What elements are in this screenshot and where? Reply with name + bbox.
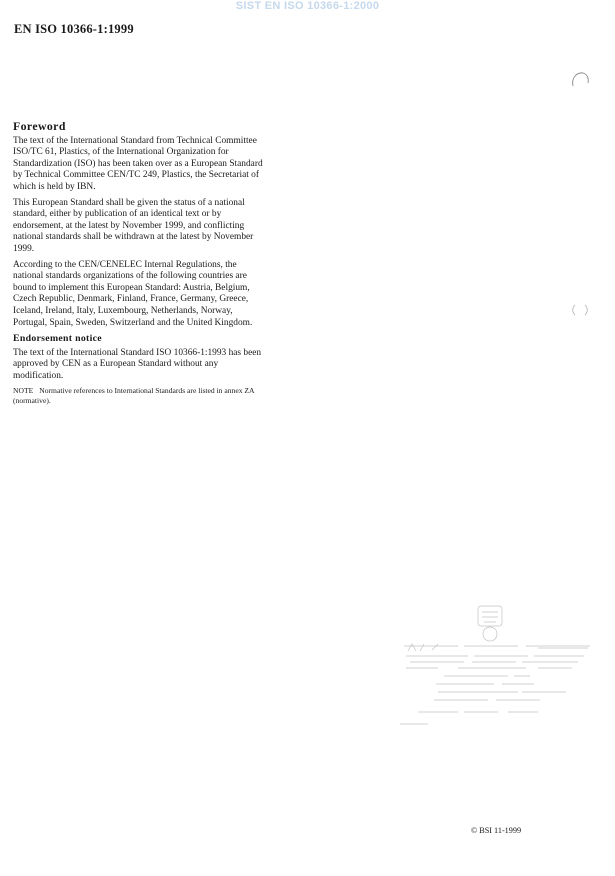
foreword-column bbox=[13, 121, 265, 405]
endorsement-paragraph: The text of the International Standard ISO 10366-1:1993 has been approved by CEN as a European Standard without any modification. bbox=[13, 347, 262, 381]
document-id: EN ISO 10366-1:1999 bbox=[14, 22, 134, 36]
corner-scan-mark bbox=[570, 70, 590, 90]
watermark-text: SIST EN ISO 10366-1:2000 bbox=[235, 0, 380, 12]
foreword-paragraph-1: The text of the International Standard from Technical Committee ISO/TC 61, Plastics, of the International Organization for Standardization (ISO) has been taken over as a European Standard by Technical Committee CEN/TC 249, Plastics, the Secretariat of which is held by IBN. bbox=[13, 135, 263, 192]
margin-scan-mark bbox=[570, 303, 590, 317]
faded-stamp-image bbox=[398, 604, 598, 744]
foreword-paragraph-3: According to the CEN/CENELEC Internal Regulations, the national standards organizations of the following countries are bound to implement this European Standard: Austria, Belgium, Czech Republic, Denmark, Finland, France, Germany, Greece, Iceland, Ireland, Italy, Luxembourg, Netherlands, Norway, Portugal, Spain, Sweden, Switzerland and the United Kingdom. bbox=[13, 259, 253, 328]
note-label: NOTE bbox=[13, 386, 34, 396]
foreword-heading: Foreword bbox=[13, 119, 66, 133]
foreword-paragraph-2: This European Standard shall be given the status of a national standard, either by publication of an identical text or by endorsement, at the latest by November 1999, and conflicting national standards shall be withdrawn at the latest by November 1999. bbox=[13, 197, 254, 254]
endorsement-heading: Endorsement notice bbox=[13, 333, 102, 345]
copyright-footer: © BSI 11-1999 bbox=[471, 826, 522, 835]
endorsement-note bbox=[13, 386, 265, 404]
note-text: Normative references to International Standards are listed in annex ZA (normative). bbox=[13, 386, 255, 405]
